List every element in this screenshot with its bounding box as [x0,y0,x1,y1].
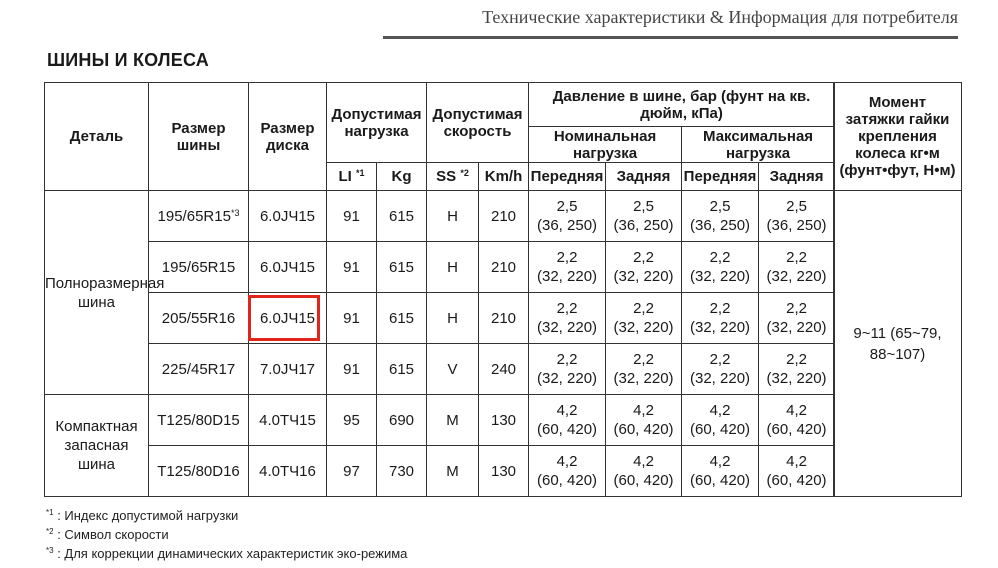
header-rim-size: Размер диска [249,83,327,191]
kg-cell: 730 [377,446,427,497]
header-nominal-rear: Задняя [606,163,682,191]
footnotes [46,506,407,563]
ss-cell: H [427,242,479,293]
kg-cell: 615 [377,344,427,395]
pressure-cell: 4,2 (60, 420) [529,446,606,497]
pressure-cell: 2,2 (32, 220) [759,344,835,395]
kmh-cell: 210 [479,191,529,242]
ss-cell: V [427,344,479,395]
ss-cell: M [427,395,479,446]
pressure-cell: 2,2 (32, 220) [682,242,759,293]
pressure-cell: 4,2 (60, 420) [759,446,835,497]
pressure-cell: 4,2 (60, 420) [682,395,759,446]
header-pressure: Давление в шине, бар (фунт на кв. дюйм, кПа) [529,83,835,127]
group-full-size: Полноразмерная шина [45,191,149,395]
kmh-cell: 210 [479,293,529,344]
header-detail: Деталь [45,83,149,191]
ss-cell: M [427,446,479,497]
li-cell: 91 [327,242,377,293]
header-max-front: Передняя [682,163,759,191]
header-li: LI $^{*1}$ [327,163,377,191]
tire-size-cell: 205/55R16 [149,293,249,344]
header-ss: SS $^{*2}$ [427,163,479,191]
pressure-cell: 2,2 (32, 220) [682,344,759,395]
rim-size-cell: 6.0JЧ15 [249,293,327,344]
pressure-cell: 2,5 (36, 250) [606,191,682,242]
kg-cell: 690 [377,395,427,446]
header-nominal-front: Передняя [529,163,606,191]
tire-size-cell: 195/65R15 [149,242,249,293]
page-title: ШИНЫ И КОЛЕСА [47,50,209,70]
rim-size-cell: 7.0JЧ17 [249,344,327,395]
table-row [45,395,835,446]
header-tire-size: Размер шины [149,83,249,191]
table-row [45,344,835,395]
ss-cell: H [427,293,479,344]
tire-size-cell: 225/45R17 [149,344,249,395]
tire-size-cell: T125/80D15 [149,395,249,446]
kmh-cell: 210 [479,242,529,293]
table-row [45,446,835,497]
header-torque: Момент затяжки гайки крепления колеса кг•м (фунт•фут, Н•м) [834,83,962,191]
pressure-cell: 2,2 (32, 220) [682,293,759,344]
footnote-item: $^{*3}$ : Для коррекции динамических характеристик эко-режима [46,546,408,561]
torque-column [833,82,962,497]
pressure-cell: 4,2 (60, 420) [529,395,606,446]
pressure-cell: 4,2 (60, 420) [682,446,759,497]
header-max-rear: Задняя [759,163,835,191]
header-title: Технические характеристики & Информация для потребителя [482,7,958,27]
pressure-cell: 2,2 (32, 220) [529,293,606,344]
pressure-cell: 4,2 (60, 420) [606,395,682,446]
ss-cell: H [427,191,479,242]
tire-size-cell: T125/80D16 [149,446,249,497]
pressure-cell: 2,2 (32, 220) [759,242,835,293]
pressure-cell: 2,2 (32, 220) [606,293,682,344]
pressure-cell: 2,2 (32, 220) [529,242,606,293]
rim-size-cell: 6.0JЧ15 [249,242,327,293]
pressure-cell: 2,2 (32, 220) [606,242,682,293]
table-row [45,293,835,344]
footnote-item: $^{*1}$ : Индекс допустимой нагрузки [46,508,239,523]
rim-size-cell: 6.0JЧ15 [249,191,327,242]
tire-spec-table [44,82,835,497]
header-load: Допустимая нагрузка [327,83,427,163]
li-cell: 91 [327,344,377,395]
kg-cell: 615 [377,191,427,242]
kmh-cell: 130 [479,446,529,497]
kg-cell: 615 [377,242,427,293]
kmh-cell: 240 [479,344,529,395]
kmh-cell: 130 [479,395,529,446]
header-speed: Допустимая скорость [427,83,529,163]
pressure-cell: 2,5 (36, 250) [759,191,835,242]
header-kmh: Km/h [479,163,529,191]
li-cell: 95 [327,395,377,446]
pressure-cell: 4,2 (60, 420) [759,395,835,446]
group-compact-spare: Компактная запасная шина [45,395,149,497]
torque-value: 9~11 (65~79, 88~107) [834,191,962,497]
footnote-item: $^{*2}$ : Символ скорости [46,527,169,542]
pressure-cell: 2,2 (32, 220) [606,344,682,395]
header-kg: Kg [377,163,427,191]
rim-size-cell: 4.0TЧ16 [249,446,327,497]
pressure-cell: 2,5 (36, 250) [682,191,759,242]
pressure-cell: 2,5 (36, 250) [529,191,606,242]
rim-size-cell: 4.0TЧ15 [249,395,327,446]
li-cell: 97 [327,446,377,497]
tire-size-cell: 195/65R15$^{*3}$ [149,191,249,242]
header-max-load: Максимальная нагрузка [682,127,835,163]
pressure-cell: 2,2 (32, 220) [529,344,606,395]
pressure-cell: 4,2 (60, 420) [606,446,682,497]
pressure-cell: 2,2 (32, 220) [759,293,835,344]
li-cell: 91 [327,191,377,242]
kg-cell: 615 [377,293,427,344]
highlight-box [248,295,320,341]
header-nominal-load: Номинальная нагрузка [529,127,682,163]
table-row [45,191,835,242]
li-cell: 91 [327,293,377,344]
